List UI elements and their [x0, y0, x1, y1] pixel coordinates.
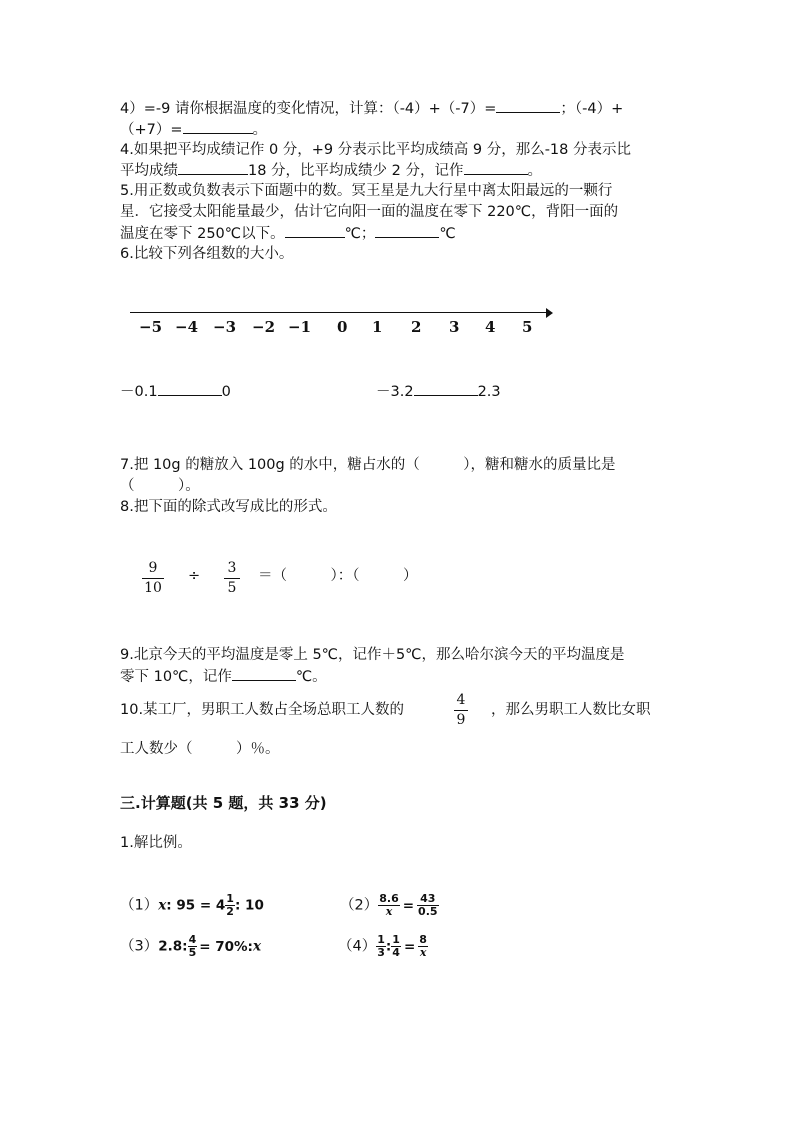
fraction-numerator: 3	[227, 560, 237, 576]
q8-line1: 8.把下面的除式改写成比的形式。	[120, 499, 337, 515]
q7-line2: （ ）。	[120, 478, 200, 494]
fraction-denominator: x	[419, 946, 427, 959]
q4-line1: 4.如果把平均成绩记作 0 分，+9 分表示比平均成绩高 9 分，那么-18 分表示比	[120, 142, 631, 158]
answer-blank[interactable]	[414, 381, 478, 396]
q6-line1: 6.比较下列各组数的大小。	[120, 246, 294, 262]
q10-line1-b: ，那么男职工人数比女职	[491, 702, 651, 718]
fraction-denominator: 10	[144, 580, 162, 596]
tick-label: 0	[337, 318, 348, 336]
fraction-denominator: 5	[227, 580, 237, 596]
problem-label: （2）	[340, 897, 379, 914]
compare-value: －0.1	[120, 384, 158, 400]
q4-text-c: 。	[527, 163, 543, 179]
variable-x: x	[252, 938, 262, 955]
s3-q1: 1.解比例。	[120, 835, 192, 851]
variable-x: x	[158, 897, 167, 914]
q9-text-a: 零下 10℃，记作	[120, 669, 232, 685]
q5-text-a: 温度在零下 250℃以下。	[120, 226, 285, 242]
fraction-denominator: 4	[392, 946, 400, 959]
fraction-8.6-x	[378, 893, 400, 918]
tick-label: −2	[252, 318, 276, 336]
arrow-icon	[546, 308, 553, 318]
compare-value: 0	[221, 384, 231, 400]
fraction-denominator: 0.5	[418, 905, 438, 918]
ratio-answer: ＝（ ）：（ ）	[258, 568, 418, 584]
proportion-3	[120, 934, 261, 959]
fraction-43-0.5	[417, 893, 439, 918]
q5-line3	[120, 223, 456, 244]
answer-blank[interactable]	[232, 666, 296, 681]
q5-text-b: ℃；	[344, 226, 376, 242]
fraction-numerator: 8	[419, 933, 427, 946]
fraction-denominator: 5	[188, 946, 197, 959]
q10-line1-a: 10.某工厂，男职工人数占全场总职工人数的	[120, 702, 405, 718]
fraction-4-9	[454, 692, 468, 729]
answer-blank[interactable]	[285, 223, 345, 238]
fraction-numerator: 9	[148, 560, 158, 576]
answer-blank[interactable]	[183, 119, 253, 134]
q10-line2: 工人数少（ ）％。	[120, 741, 280, 757]
fraction-denominator: 2	[226, 905, 234, 918]
fraction-numerator: 1	[377, 933, 385, 946]
fraction-denominator: 3	[377, 946, 385, 959]
answer-blank[interactable]	[496, 98, 560, 113]
q6-compare-1	[120, 381, 231, 402]
number-line-axis	[130, 312, 548, 313]
division-sign: ÷	[188, 568, 201, 584]
fraction-numerator: 4	[188, 933, 197, 946]
q9-line2	[120, 666, 327, 687]
fraction-numerator: 43	[420, 892, 436, 905]
colon: :	[385, 938, 392, 955]
equals-sign: =	[402, 897, 415, 914]
proportion-4	[338, 934, 428, 959]
math-text: : 10	[234, 897, 264, 914]
q4-line2	[120, 160, 542, 181]
section-3-title: 三.计算题(共 5 题，共 33 分)	[120, 794, 327, 812]
q4-cont-line1	[120, 98, 623, 119]
fraction-1-4	[391, 934, 401, 959]
fraction-1-2	[225, 893, 235, 918]
answer-blank[interactable]	[178, 160, 248, 175]
math-text: : 95 = 4	[166, 897, 226, 914]
q4-cont-text-c: （+7）=	[120, 122, 183, 138]
problem-label: （1）	[120, 897, 159, 914]
answer-blank[interactable]	[375, 223, 439, 238]
q5-line1: 5.用正数或负数表示下面题中的数。冥王星是九大行星中离太阳最远的一颗行	[120, 183, 613, 199]
problem-label: （3）	[120, 938, 159, 955]
answer-blank[interactable]	[464, 160, 528, 175]
q4-cont-line2	[120, 119, 267, 140]
math-text: = 70%:	[199, 938, 253, 955]
answer-blank[interactable]	[158, 381, 222, 396]
fraction-numerator: 4	[456, 692, 466, 708]
q5-line2: 星．它接受太阳能量最少，估计它向阳一面的温度在零下 220℃，背阳一面的	[120, 204, 619, 220]
q6-compare-2	[376, 381, 501, 402]
proportion-2	[340, 893, 439, 918]
tick-label: −5	[139, 318, 163, 336]
fraction-9-10	[142, 560, 164, 597]
fraction-numerator: 1	[226, 892, 234, 905]
fraction-numerator: 8.6	[379, 892, 399, 905]
tick-label: −4	[175, 318, 199, 336]
tick-label: 5	[522, 318, 533, 336]
tick-label: 3	[449, 318, 460, 336]
q4-cont-text-b: ；（-4）+	[560, 101, 624, 117]
tick-label: −1	[288, 318, 312, 336]
proportion-1	[120, 893, 264, 918]
fraction-3-5	[224, 560, 240, 597]
q5-text-c: ℃	[439, 226, 456, 242]
q9-line1: 9.北京今天的平均温度是零上 5℃，记作＋5℃，那么哈尔滨今天的平均温度是	[120, 647, 625, 663]
q7-line1: 7.把 10g 的糖放入 100g 的水中，糖占水的（ ），糖和糖水的质量比是	[120, 457, 616, 473]
fraction-4-5	[188, 934, 198, 959]
tick-label: 4	[485, 318, 496, 336]
math-text: 2.8:	[158, 938, 188, 955]
tick-label: 1	[372, 318, 383, 336]
fraction-denominator: x	[378, 905, 400, 918]
fraction-denominator: 9	[456, 712, 466, 728]
compare-value: －3.2	[376, 384, 414, 400]
q4-cont-text-a: 4）=-9 请你根据温度的变化情况，计算：（-4）+（-7）=	[120, 101, 497, 117]
tick-label: 2	[411, 318, 422, 336]
fraction-8-x	[418, 934, 428, 959]
fraction-numerator: 1	[392, 933, 400, 946]
equals-sign: =	[403, 938, 416, 955]
q4-text-a: 平均成绩	[120, 163, 178, 179]
q4-text-b: 18 分，比平均成绩少 2 分，记作	[248, 163, 464, 179]
q9-text-b: ℃。	[295, 669, 327, 685]
problem-label: （4）	[338, 938, 377, 955]
compare-value: 2.3	[477, 384, 501, 400]
tick-label: −3	[213, 318, 237, 336]
fraction-1-3	[376, 934, 386, 959]
q4-cont-text-d: 。	[252, 122, 268, 138]
